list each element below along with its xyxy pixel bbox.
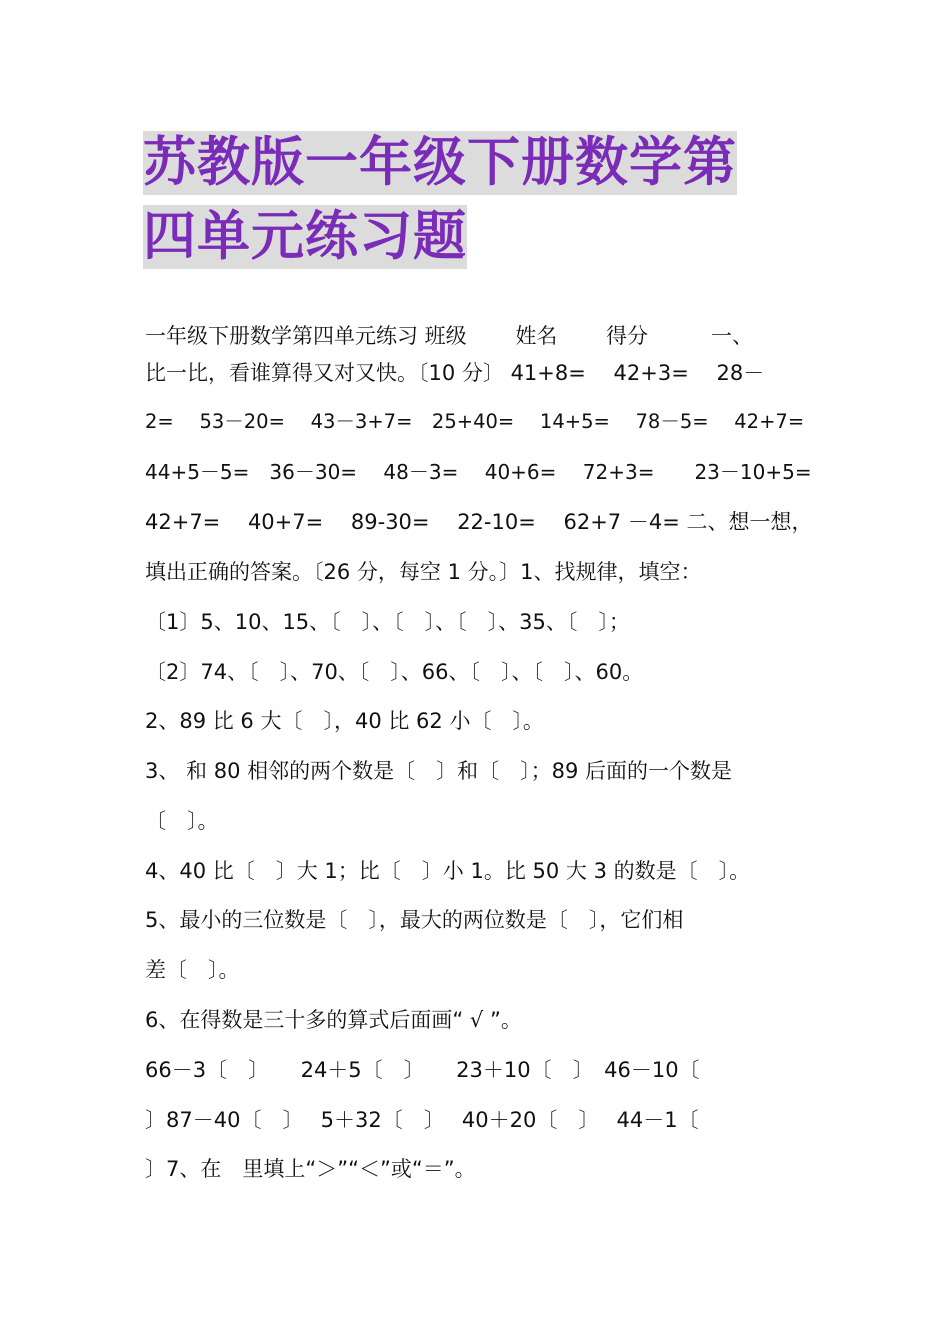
text-line: 2= 53－20= 43－3+7= 25+40= 14+5= 78－5= 42+7= [145, 410, 805, 433]
text-line: 差〔 〕。 [145, 958, 240, 982]
text-line: 比一比，看谁算得又对又快。〔10 分〕 41+8= 42+3= 28－ [145, 361, 765, 385]
text-line: 44+5－5= 36－30= 48－3= 40+6= 72+3= 23－10+5= [145, 460, 812, 484]
text-line: 5、最小的三位数是〔 〕，最大的两位数是〔 〕，它们相 [145, 908, 684, 932]
text-line: 4、40 比〔 〕大 1；比〔 〕小 1。比 50 大 3 的数是〔 〕。 [145, 859, 751, 883]
text-line: 42+7= 40+7= 89-30= 22-10= 62+7 －4= 二、想一想， [145, 510, 813, 534]
text-line: 〔 〕。 [145, 809, 219, 833]
text-line: 〔1〕5、10、15、〔 〕、〔 〕、〔 〕、35、〔 〕； [145, 610, 630, 634]
text-line: 3、 和 80 相邻的两个数是〔 〕和〔 〕；89 后面的一个数是 [145, 759, 733, 783]
text-line: 〕87－40〔 〕 5＋32〔 〕 40＋20〔 〕 44－1〔 [145, 1108, 699, 1132]
text-line: 66－3〔 〕 24＋5〔 〕 23＋10〔 〕 46－10〔 [145, 1058, 700, 1082]
document-title-line-1: 苏教版一年级下册数学第 [143, 132, 737, 193]
text-line: 〕7、在 里填上“＞”“＜”或“＝”。 [145, 1157, 476, 1181]
text-line: 6、在得数是三十多的算式后面画“ √ ”。 [145, 1008, 522, 1032]
text-line: 〔2〕74、〔 〕、70、〔 〕、66、〔 〕、〔 〕、60。 [145, 660, 644, 684]
document-title-line-2: 四单元练习题 [143, 206, 467, 267]
text-line: 2、89 比 6 大〔 〕，40 比 62 小〔 〕。 [145, 709, 544, 733]
text-line: 填出正确的答案。〔26 分，每空 1 分。〕1、找规律，填空： [145, 560, 702, 584]
text-line: 一年级下册数学第四单元练习 班级 姓名 得分 一、 [145, 324, 754, 348]
